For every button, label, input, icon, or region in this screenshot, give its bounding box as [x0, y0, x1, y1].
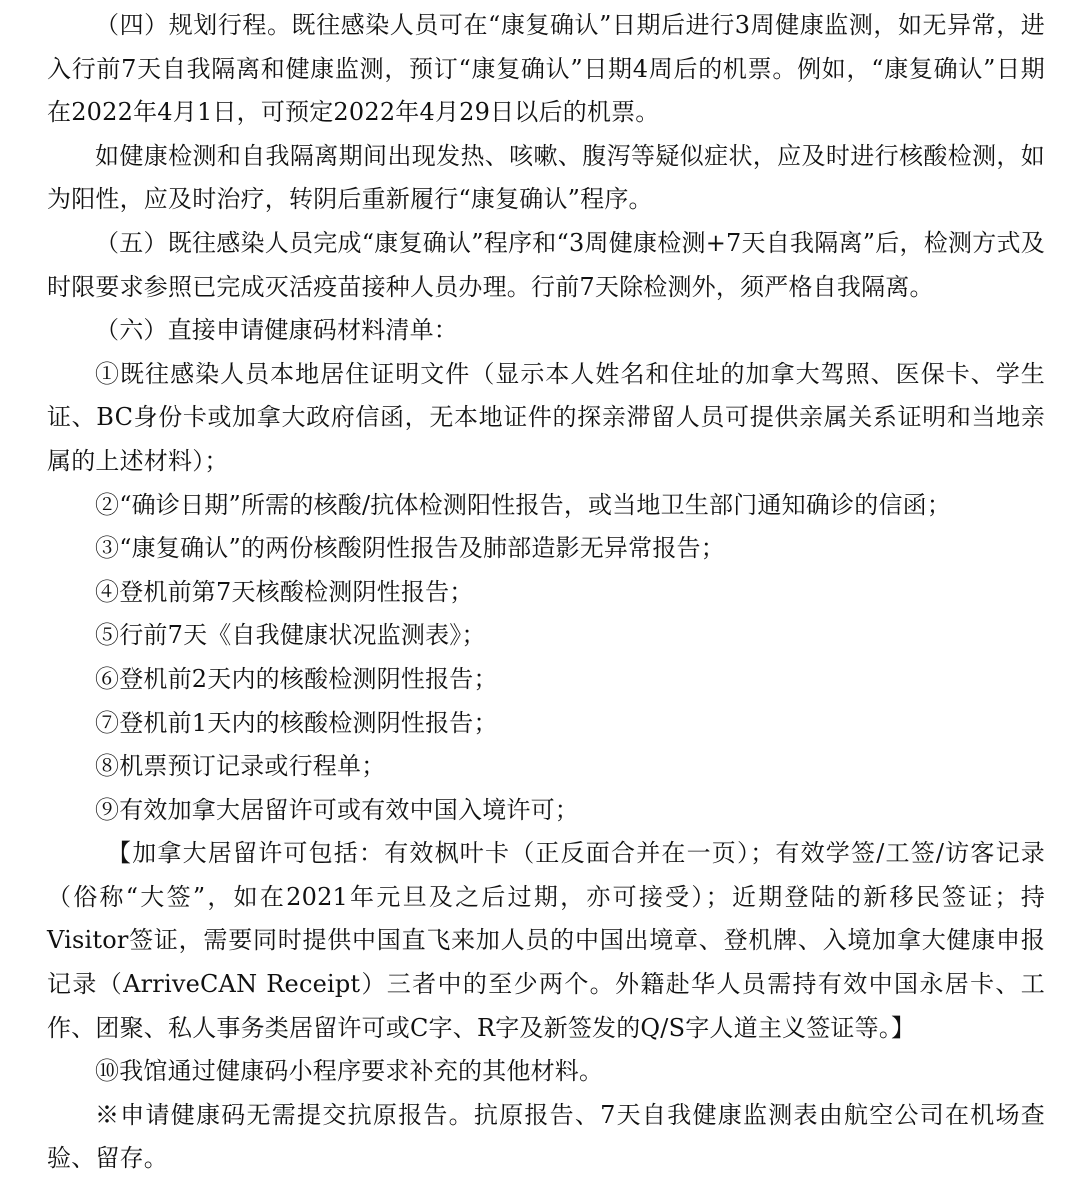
list-item-flight-booking: ⑧机票预订记录或行程单；: [95, 752, 386, 781]
list-item-health-monitoring-form: ⑤行前7天《自我健康状况监测表》；: [95, 621, 486, 650]
list-item-1day-test: ⑦登机前1天内的核酸检测阴性报告；: [95, 708, 498, 737]
paragraph-materials-heading: （六）直接申请健康码材料清单：: [95, 316, 458, 345]
list-item-recovery-reports: ③“康复确认”的两份核酸阴性报告及肺部造影无异常报告；: [95, 534, 725, 563]
paragraph-testing-requirements: （五）既往感染人员完成“康复确认”程序和“3周健康检测+7天自我隔离”后，检测方式及时限要求参照已完成灭活疫苗接种人员办理。行前7天除检测外，须严格自我隔离。: [47, 228, 1045, 301]
list-item-residence-permit: ⑨有效加拿大居留许可或有效中国入境许可；: [95, 795, 579, 824]
paragraph-residence-permit-details: 【加拿大居留许可包括：有效枫叶卡（正反面合并在一页）；有效学签/工签/访客记录（俗称“大签”，如在2021年元旦及之后过期，亦可接受）；近期登陆的新移民签证；持Visitor签证，需要同时提供中国直飞来加人员的中国出境章、登机牌、入境加拿大健康申报记录（ArriveCAN Receipt）三者中的至少两个。外籍赴华人员需持有效中国永居卡、工作、团聚、私人事务类居留许可或C字、R字及新签发的Q/S字人道主义签证等。】: [47, 839, 1045, 1042]
paragraph-antigen-note: ※申请健康码无需提交抗原报告。抗原报告、7天自我健康监测表由航空公司在机场查验、留存。: [47, 1100, 1045, 1173]
list-item-day7-test: ④登机前第7天核酸检测阴性报告；: [95, 577, 474, 606]
paragraph-symptoms: 如健康检测和自我隔离期间出现发热、咳嗽、腹泻等疑似症状，应及时进行核酸检测，如为阳性，应及时治疗，转阴后重新履行“康复确认”程序。: [47, 141, 1045, 214]
list-item-residence-proof: ①既往感染人员本地居住证明文件（显示本人姓名和住址的加拿大驾照、医保卡、学生证、BC身份卡或加拿大政府信函，无本地证件的探亲滞留人员可提供亲属关系证明和当地亲属的上述材料）；: [47, 359, 1045, 475]
list-item-2day-test: ⑥登机前2天内的核酸检测阴性报告；: [95, 664, 498, 693]
document-body: [47, 4, 1045, 1181]
list-item-other-materials: ⑩我馆通过健康码小程序要求补充的其他材料。: [95, 1057, 604, 1086]
list-item-diagnosis-report: ②“确诊日期”所需的核酸/抗体检测阳性报告，或当地卫生部门通知确诊的信函；: [95, 490, 952, 519]
paragraph-plan-itinerary: （四）规划行程。既往感染人员可在“康复确认”日期后进行3周健康监测，如无异常，进入行前7天自我隔离和健康监测，预订“康复确认”日期4周后的机票。例如，“康复确认”日期在2022年4月1日，可预定2022年4月29日以后的机票。: [47, 11, 1045, 127]
